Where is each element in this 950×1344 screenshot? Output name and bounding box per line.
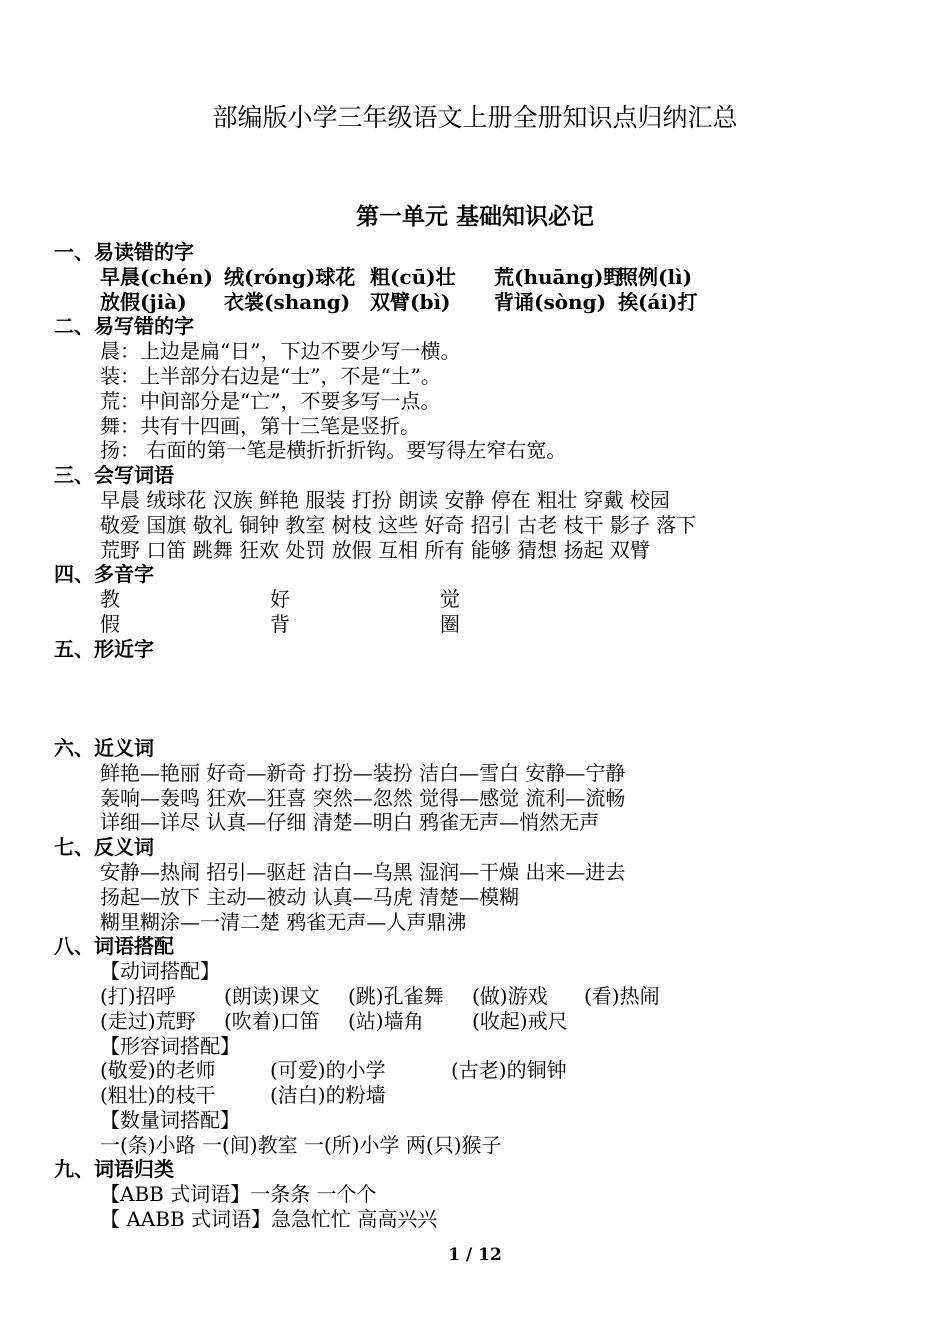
unit-title: 第一单元 基础知识必记: [355, 204, 594, 230]
collocation-item: (收起)戒尺: [472, 1008, 568, 1033]
collocation-item: (做)游戏: [472, 983, 548, 1008]
polyphone-row: [54, 612, 934, 637]
collocation-item: (吹着)口笛: [224, 1008, 320, 1033]
subheading: 【动词搭配】: [100, 959, 220, 984]
polyphone-row: [54, 587, 934, 612]
blank-area: [54, 662, 934, 736]
text-line: 装：上半部分右边是“士”，不是“土”。: [100, 363, 441, 388]
collocation-row: [54, 1083, 934, 1108]
section-heading: 七、反义词: [54, 835, 154, 860]
word-item: 放假(jià): [100, 289, 187, 314]
polyphone-char: 背: [270, 611, 290, 636]
collocation-item: (古老)的铜钟: [451, 1058, 567, 1083]
word-item: 背诵(sòng): [494, 289, 607, 314]
polyphone-char: 教: [100, 587, 120, 612]
collocation-item: (走过)荒野: [100, 1008, 196, 1033]
text-line: 早晨 绒球花 汉族 鲜艳 服装 打扮 朗读 安静 停在 粗壮 穿戴 校园: [100, 487, 670, 512]
collocation-item: (朗读)课文: [224, 983, 320, 1008]
subheading: 【数量词搭配】: [100, 1107, 240, 1132]
collocation-item: (站)墙角: [348, 1008, 424, 1033]
collocation-item: (洁白)的粉墙: [270, 1083, 386, 1108]
text-line: 荒野 口笛 跳舞 狂欢 处罚 放假 互相 所有 能够 猜想 扬起 双臂: [100, 537, 650, 562]
section-heading: 三、会写词语: [54, 463, 174, 488]
polyphone-char: 觉: [440, 587, 460, 612]
text-line: 舞：共有十四画，第十三笔是竖折。: [100, 413, 420, 438]
collocation-item: (粗壮)的枝干: [100, 1083, 216, 1108]
section-heading: 二、易写错的字: [54, 314, 194, 339]
section-heading: 六、近义词: [54, 735, 154, 760]
document-title: 部编版小学三年级语文上册全册知识点归纳汇总: [212, 103, 738, 132]
collocation-row: [54, 1009, 934, 1034]
word-row: [54, 290, 934, 315]
polyphone-char: 好: [270, 587, 290, 612]
text-line: 【ABB 式词语】一条条 一个个: [100, 1182, 377, 1207]
section-heading: 五、形近字: [54, 636, 154, 661]
collocation-item: (打)招呼: [100, 983, 176, 1008]
collocation-row: [54, 984, 934, 1009]
word-item: 衣裳(shang): [224, 289, 351, 314]
text-line: 扬起—放下 主动—被动 认真—马虎 清楚—模糊: [100, 884, 520, 909]
collocation-item: (看)热闹: [584, 983, 660, 1008]
word-item: 挨(ái)打: [618, 289, 698, 314]
word-item: 双臂(bì): [370, 289, 451, 314]
text-line: 敬爱 国旗 敬礼 铜钟 教室 树枝 这些 好奇 招引 古老 枝干 影子 落下: [100, 512, 697, 537]
text-line: 晨：上边是扁“日”，下边不要少写一横。: [100, 339, 461, 364]
page-separator: /: [460, 1245, 479, 1265]
word-item: 早晨(chén): [100, 264, 213, 289]
word-row: [54, 265, 934, 290]
section-heading: 八、词语搭配: [54, 934, 174, 959]
word-item: 绒(róng)球花: [224, 264, 356, 289]
section-heading: 四、多音字: [54, 562, 154, 587]
text-line: 安静—热闹 招引—驱赶 洁白—乌黑 湿润—干燥 出来—进去: [100, 859, 626, 884]
word-item: 荒(huāng)野: [494, 264, 624, 289]
text-line: 扬： 右面的第一笔是横折折折钩。要写得左窄右宽。: [100, 438, 567, 463]
text-line: 荒：中间部分是“亡”，不要多写一点。: [100, 388, 441, 413]
collocation-item: (敬爱)的老师: [100, 1058, 216, 1083]
collocation-item: (跳)孔雀舞: [348, 983, 444, 1008]
text-line: 糊里糊涂—一清二楚 鸦雀无声—人声鼎沸: [100, 909, 467, 934]
polyphone-char: 假: [100, 611, 120, 636]
text-line: 【 AABB 式词语】急急忙忙 高高兴兴: [100, 1207, 438, 1232]
collocation-item: (可爱)的小学: [270, 1058, 386, 1083]
total-pages: 12: [478, 1245, 502, 1265]
section-heading: 一、易读错的字: [54, 240, 194, 264]
text-line: 轰响—轰鸣 狂欢—狂喜 突然—忽然 觉得—感觉 流利—流畅: [100, 785, 626, 810]
text-line: 鲜艳—艳丽 好奇—新奇 打扮—装扮 洁白—雪白 安静—宁静: [100, 760, 626, 785]
subheading: 【形容词搭配】: [100, 1033, 240, 1058]
word-item: 照例(lì): [618, 264, 693, 289]
section-heading: 九、词语归类: [54, 1157, 174, 1182]
text-line: 一(条)小路 一(间)教室 一(所)小学 两(只)猴子: [100, 1132, 502, 1157]
text-line: 详细—详尽 认真—仔细 清楚—明白 鸦雀无声—悄然无声: [100, 810, 600, 835]
word-item: 粗(cū)壮: [370, 264, 456, 289]
polyphone-char: 圈: [440, 611, 460, 636]
collocation-row: [54, 1058, 934, 1083]
page-number: [0, 1244, 950, 1266]
current-page: 1: [448, 1245, 461, 1265]
content-body: [54, 240, 934, 1232]
